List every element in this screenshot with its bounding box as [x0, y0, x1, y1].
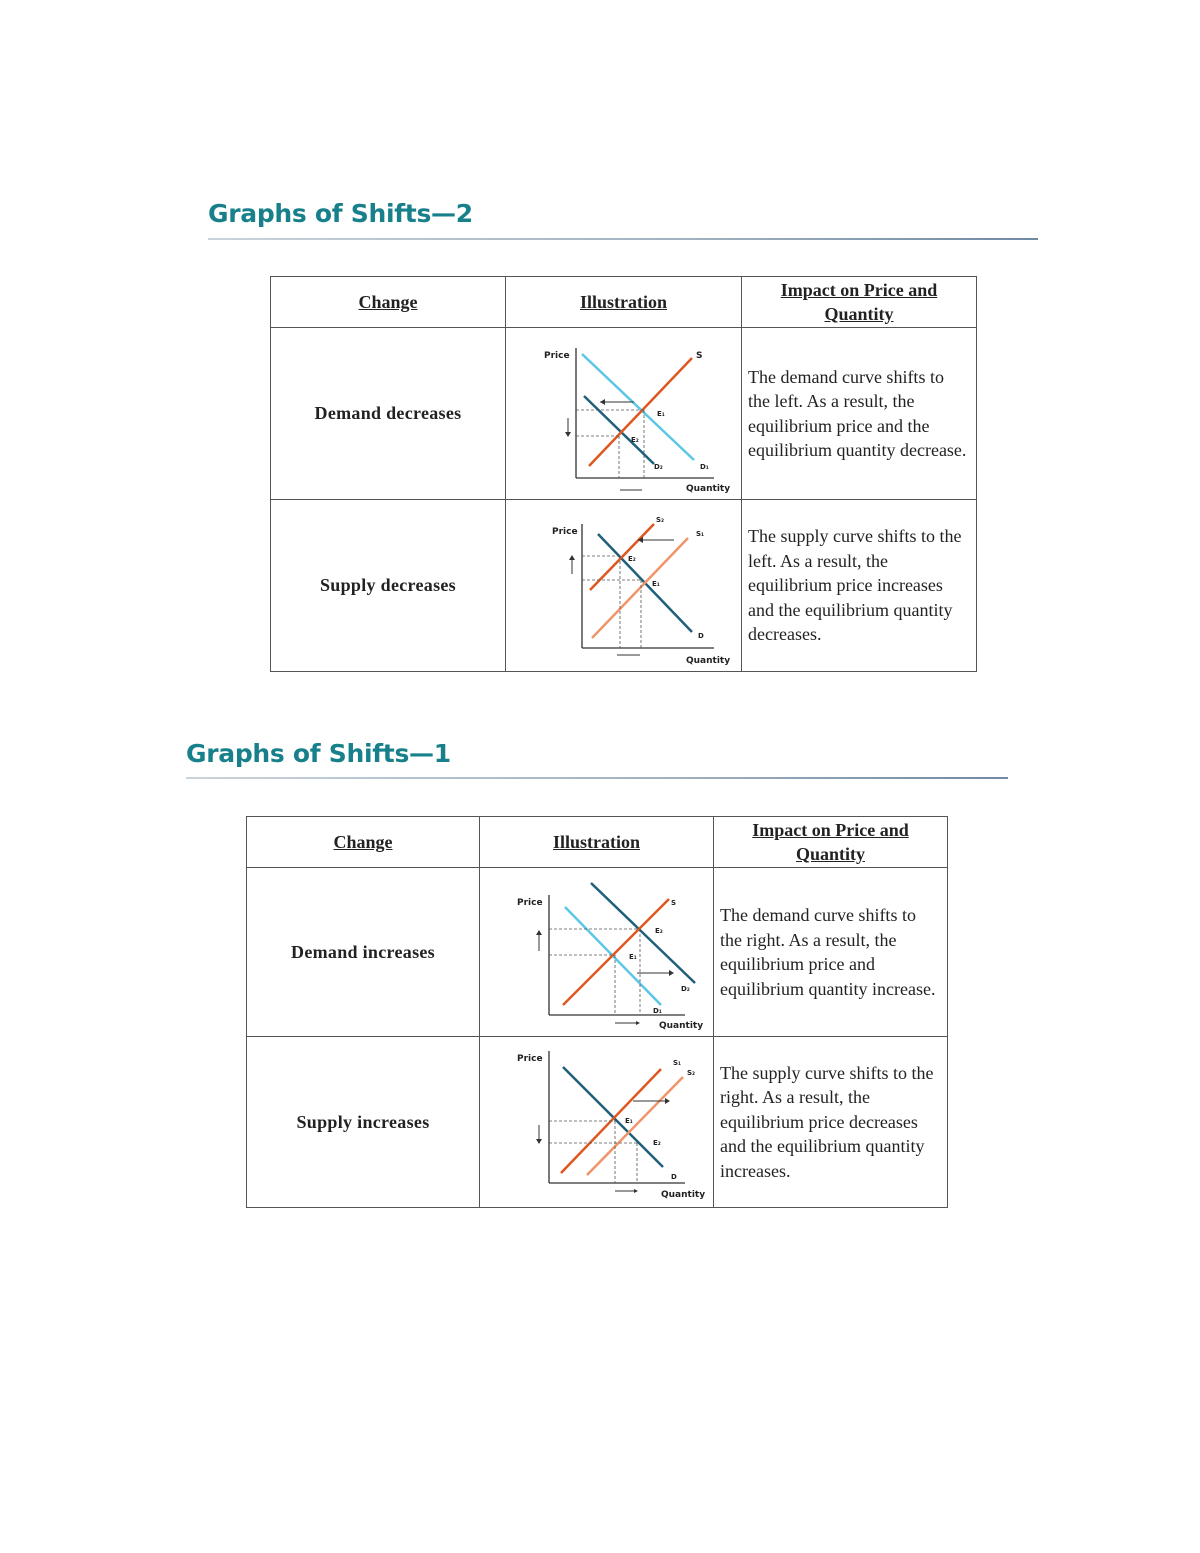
table-header-row [247, 817, 948, 868]
section-title-shifts-1: Graphs of Shifts—1 [186, 739, 451, 768]
d-label: D [697, 632, 704, 640]
price-axis-label: Price [516, 1053, 543, 1064]
impact-demand-increases: The demand curve shifts to the right. As a result, the equilibrium price and equilibrium quantity increase. [714, 868, 948, 1037]
s1-label: S₁ [695, 530, 704, 538]
change-supply-increases: Supply increases [247, 1037, 480, 1208]
demand-curve-d1 [582, 354, 694, 460]
impact-demand-decreases: The demand curve shifts to the left. As a result, the equilibrium price and the equilibrium quantity decrease. [742, 328, 977, 500]
section-divider [208, 238, 1038, 240]
shifts-table-1 [246, 816, 948, 1208]
demand-curve-d2 [591, 883, 695, 983]
s2-label: S₂ [655, 516, 664, 524]
price-arrow-down-head [536, 1139, 542, 1144]
header-change: Change [271, 277, 506, 328]
table-header-row [271, 277, 977, 328]
impact-supply-decreases: The supply curve shifts to the left. As a result, the equilibrium price increases and the equilibrium quantity decreases. [742, 500, 977, 672]
d2-label: D₂ [653, 463, 663, 471]
section-title-shifts-2: Graphs of Shifts—2 [208, 199, 473, 228]
quantity-axis-label: Quantity [685, 656, 730, 666]
shift-arrow-right-head [665, 1098, 670, 1104]
shift-arrow-left-head [600, 399, 605, 405]
supply-curve-s2 [587, 1077, 683, 1175]
quantity-arrow-right-head [636, 1021, 640, 1025]
quantity-axis-label: Quantity [658, 1020, 703, 1031]
change-supply-decreases: Supply decreases [271, 500, 506, 672]
quantity-axis-label: Quantity [660, 1189, 705, 1200]
e2-label: E₂ [652, 1138, 661, 1147]
illustration-demand-decreases [506, 328, 742, 500]
supply-curve-s [563, 899, 669, 1005]
table-row [247, 868, 948, 1037]
d-label: D [670, 1172, 677, 1181]
supply-curve-s1 [592, 538, 688, 638]
table-row [271, 328, 977, 500]
d2-label: D₂ [680, 984, 690, 993]
s-label: S [695, 351, 702, 361]
price-arrow-up-head [569, 555, 575, 560]
header-impact: Impact on Price and Quantity [742, 277, 977, 328]
price-arrow-up-head [536, 930, 542, 935]
change-demand-increases: Demand increases [247, 868, 480, 1037]
d1-label: D₁ [652, 1006, 662, 1015]
change-demand-decreases: Demand decreases [271, 328, 506, 500]
illustration-supply-increases [480, 1037, 714, 1208]
e1-label: E₁ [624, 1116, 633, 1125]
header-impact: Impact on Price and Quantity [714, 817, 948, 868]
table-row [247, 1037, 948, 1208]
s1-label: S₁ [672, 1058, 681, 1067]
e1-label: E₁ [656, 410, 665, 418]
price-axis-label: Price [551, 527, 578, 537]
impact-supply-increases: The supply curve shifts to the right. As a result, the equilibrium price decreases and the equilibrium quantity increases. [714, 1037, 948, 1208]
header-change: Change [247, 817, 480, 868]
e2-label: E₂ [630, 436, 639, 444]
e2-label: E₂ [654, 926, 663, 935]
illustration-demand-increases [480, 868, 714, 1037]
e1-label: E₁ [628, 952, 637, 961]
quantity-arrow-right-head [634, 1189, 638, 1193]
graph-supply-decreases [524, 508, 730, 666]
price-axis-label: Price [543, 351, 570, 361]
shift-arrow-right-head [669, 970, 674, 976]
header-illustration: Illustration [480, 817, 714, 868]
s-label: S [670, 898, 676, 907]
graph-supply-increases [497, 1045, 705, 1200]
d1-label: D₁ [699, 463, 709, 471]
price-axis-label: Price [516, 897, 543, 908]
quantity-axis-label: Quantity [685, 484, 730, 494]
illustration-supply-decreases [506, 500, 742, 672]
graph-demand-decreases [524, 336, 730, 494]
section-divider [186, 777, 1008, 779]
header-illustration: Illustration [506, 277, 742, 328]
shifts-table-2 [270, 276, 977, 672]
graph-demand-increases [497, 875, 703, 1031]
price-arrow-down-head [565, 432, 571, 437]
table-row [271, 500, 977, 672]
e1-label: E₁ [651, 580, 660, 588]
e2-label: E₂ [627, 555, 636, 563]
s2-label: S₂ [686, 1068, 695, 1077]
